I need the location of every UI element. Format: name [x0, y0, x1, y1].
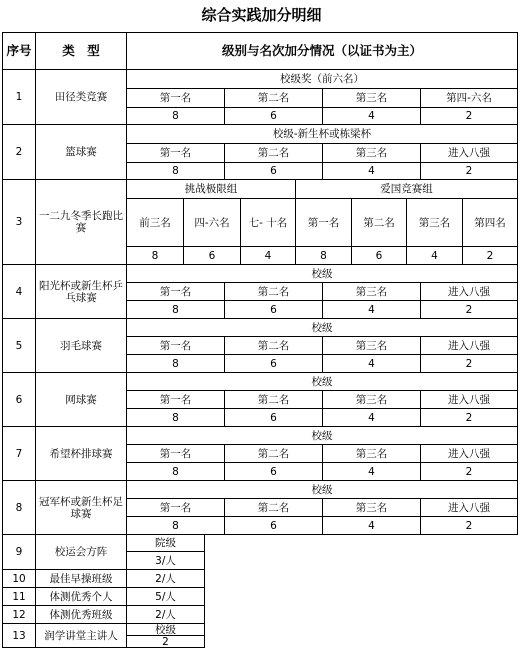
rank-label: 第一名	[126, 143, 225, 163]
rank-points: 8	[126, 246, 184, 265]
row-type: 体测优秀班级	[35, 605, 127, 624]
row-level: 校级	[126, 426, 518, 445]
row-number: 5	[2, 318, 36, 373]
header-type: 类 型	[35, 32, 127, 70]
rank-points: 8	[126, 162, 225, 180]
group-label: 挑战极限组	[126, 179, 296, 199]
row-level: 校级	[126, 480, 518, 499]
rank-label: 第一名	[126, 282, 225, 301]
rank-label: 第三名	[322, 282, 421, 301]
rank-label: 第三名	[322, 390, 421, 409]
rank-points: 4	[322, 354, 421, 373]
rank-points: 4	[322, 107, 421, 125]
row-number: 4	[2, 264, 36, 319]
rank-points: 6	[224, 516, 323, 535]
rank-label: 前三名	[126, 198, 184, 247]
rank-points: 2	[420, 162, 518, 180]
rank-label: 进入八强	[420, 444, 518, 463]
rank-points: 6	[224, 462, 323, 481]
row-type: 羽毛球赛	[35, 318, 127, 373]
row-number: 9	[2, 534, 36, 570]
rank-label: 第一名	[126, 390, 225, 409]
row-level: 校级奖（前六名）	[126, 69, 518, 89]
row-level: 院级	[126, 534, 205, 552]
rank-label: 第二名	[224, 336, 323, 355]
rank-points: 8	[126, 354, 225, 373]
header-seq: 序号	[2, 32, 36, 70]
rank-points: 8	[126, 300, 225, 319]
row-type: 润学讲堂主讲人	[35, 623, 127, 648]
rank-points: 2	[462, 246, 518, 265]
rank-label: 第四名	[462, 198, 518, 247]
rank-label: 第一名	[126, 336, 225, 355]
page-title: 综合实践加分明细	[201, 6, 322, 24]
header-detail: 级别与名次加分情况（以证书为主）	[126, 32, 518, 70]
rank-points: 6	[183, 246, 241, 265]
rank-label: 第二名	[224, 390, 323, 409]
row-value: 3/人	[126, 551, 205, 570]
rank-points: 2	[420, 408, 518, 427]
row-number: 2	[2, 124, 36, 180]
rank-points: 4	[240, 246, 296, 265]
rank-points: 6	[224, 162, 323, 180]
rank-points: 2	[420, 354, 518, 373]
row-number: 6	[2, 372, 36, 427]
rank-label: 第二名	[224, 444, 323, 463]
rank-points: 2	[420, 300, 518, 319]
row-type: 阳光杯或新生杯乒乓球赛	[35, 264, 127, 319]
rank-label: 第二名	[224, 498, 323, 517]
rank-points: 6	[351, 246, 407, 265]
rank-label: 第二名	[351, 198, 407, 247]
group-label: 爱国竞赛组	[295, 179, 518, 199]
rank-label: 第三名	[322, 336, 421, 355]
row-level: 校级	[126, 623, 205, 636]
rank-label: 第三名	[322, 143, 421, 163]
row-value: 5/人	[126, 587, 205, 606]
rank-points: 6	[224, 408, 323, 427]
row-value: 2/人	[126, 605, 205, 624]
row-type: 篮球赛	[35, 124, 127, 180]
rank-points: 8	[126, 516, 225, 535]
row-type: 最佳早操班级	[35, 569, 127, 588]
rank-points: 8	[295, 246, 352, 265]
row-type: 冠军杯或新生杯足球赛	[35, 480, 127, 535]
rank-points: 4	[322, 162, 421, 180]
row-number: 1	[2, 69, 36, 125]
rank-label: 第一名	[126, 88, 225, 108]
scoring-table	[2, 32, 518, 648]
rank-label: 进入八强	[420, 498, 518, 517]
rank-label: 第二名	[224, 282, 323, 301]
rank-points: 8	[126, 462, 225, 481]
rank-points: 4	[322, 462, 421, 481]
rank-points: 2	[420, 516, 518, 535]
row-level: 校级	[126, 264, 518, 283]
row-value: 2/人	[126, 569, 205, 588]
row-number: 13	[2, 623, 36, 648]
rank-label: 进入八强	[420, 143, 518, 163]
row-level: 校级	[126, 318, 518, 337]
rank-points: 2	[420, 462, 518, 481]
rank-label: 第一名	[126, 498, 225, 517]
row-number: 3	[2, 179, 36, 265]
rank-points: 4	[406, 246, 463, 265]
rank-label: 第四-六名	[420, 88, 518, 108]
row-number: 7	[2, 426, 36, 481]
rank-points: 8	[126, 408, 225, 427]
rank-points: 2	[420, 107, 518, 125]
rank-label: 进入八强	[420, 282, 518, 301]
row-number: 8	[2, 480, 36, 535]
rank-label: 进入八强	[420, 390, 518, 409]
rank-label: 第三名	[406, 198, 463, 247]
rank-label: 第三名	[322, 498, 421, 517]
row-number: 11	[2, 587, 36, 606]
rank-points: 4	[322, 408, 421, 427]
row-type: 希望杯排球赛	[35, 426, 127, 481]
rank-points: 6	[224, 300, 323, 319]
rank-label: 四-六名	[183, 198, 241, 247]
rank-label: 第一名	[126, 444, 225, 463]
row-value: 2	[126, 635, 205, 648]
rank-label: 七- 十名	[240, 198, 296, 247]
rank-points: 6	[224, 107, 323, 125]
row-type: 体测优秀个人	[35, 587, 127, 606]
rank-label: 进入八强	[420, 336, 518, 355]
row-level: 校级-新生杯或栋梁杯	[126, 124, 518, 144]
rank-points: 4	[322, 516, 421, 535]
rank-points: 4	[322, 300, 421, 319]
row-number: 12	[2, 605, 36, 624]
rank-label: 第三名	[322, 88, 421, 108]
row-type: 网球赛	[35, 372, 127, 427]
rank-label: 第二名	[224, 88, 323, 108]
row-type: 一二九冬季长跑比赛	[35, 179, 127, 265]
row-type: 田径类竞赛	[35, 69, 127, 125]
rank-points: 8	[126, 107, 225, 125]
rank-label: 第三名	[322, 444, 421, 463]
row-type: 校运会方阵	[35, 534, 127, 570]
row-level: 校级	[126, 372, 518, 391]
rank-label: 第一名	[295, 198, 352, 247]
rank-points: 6	[224, 354, 323, 373]
row-number: 10	[2, 569, 36, 588]
rank-label: 第二名	[224, 143, 323, 163]
